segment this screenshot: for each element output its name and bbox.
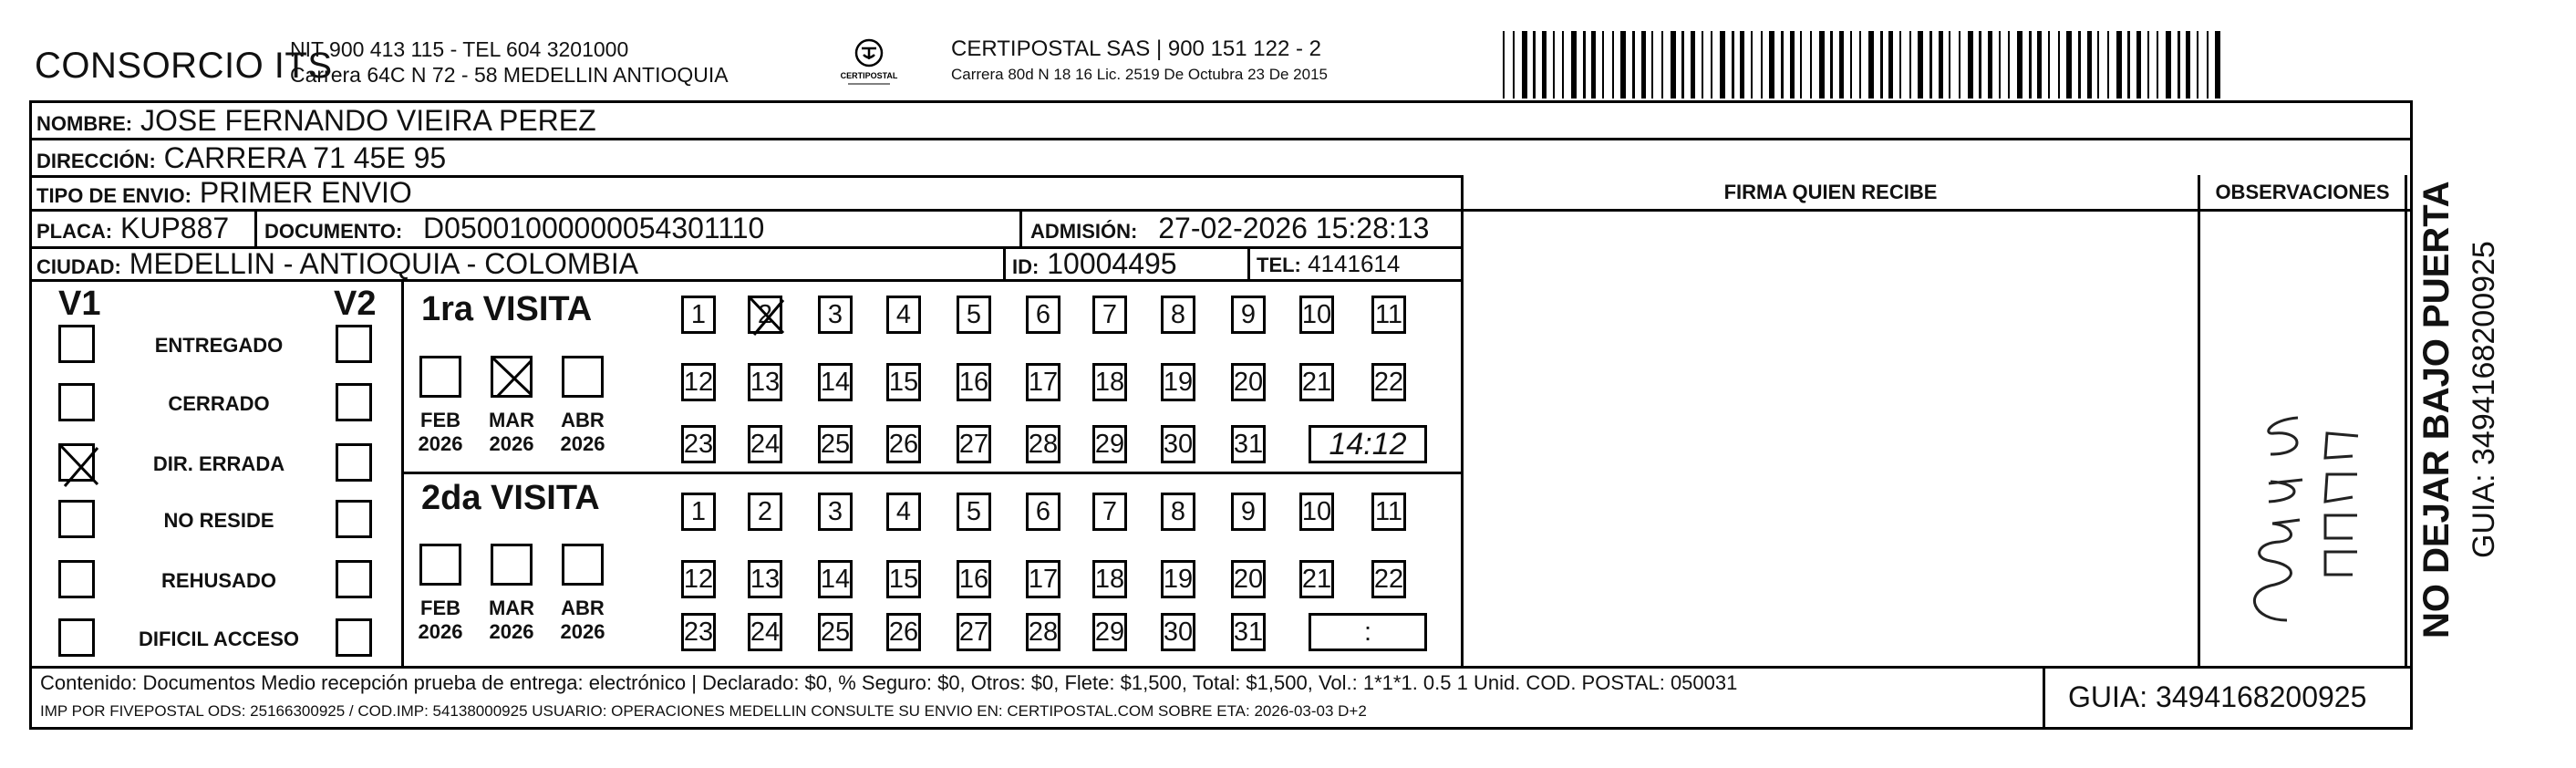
month-label: [409, 409, 472, 456]
barcode-bar: [2066, 31, 2072, 99]
status-label: NO RESIDE: [163, 509, 274, 532]
day-box[interactable]: 28: [1026, 613, 1060, 651]
barcode-bar: [1999, 31, 2001, 99]
barcode-bar: [2147, 31, 2149, 99]
barcode-bar: [1641, 31, 1646, 99]
barcode-bar: [1859, 31, 1861, 99]
day-box[interactable]: 8: [1161, 296, 1195, 334]
day-box[interactable]: 12: [681, 363, 716, 401]
observaciones-header: OBSERVACIONES: [2215, 181, 2390, 203]
month-checkbox[interactable]: [419, 544, 461, 586]
day-box[interactable]: 10: [1299, 296, 1334, 334]
barcode-bar: [1591, 31, 1596, 99]
field-label: PLACA:: [36, 220, 113, 243]
second-visit-title: 2da VISITA: [421, 479, 600, 517]
barcode-bar: [2078, 31, 2081, 99]
day-box[interactable]: 1: [681, 296, 716, 334]
month-name: MAR: [488, 409, 535, 431]
barcode-bar: [1620, 31, 1626, 99]
field-value: MEDELLIN - ANTIOQUIA - COLOMBIA: [129, 247, 639, 280]
field-value: 4141614: [1308, 250, 1401, 277]
day-box[interactable]: 2: [748, 296, 782, 334]
barcode-bar: [1702, 31, 1703, 99]
v1-checkbox[interactable]: [58, 618, 95, 657]
day-box[interactable]: 22: [1371, 560, 1406, 598]
v2-checkbox[interactable]: [336, 383, 372, 421]
divider: [401, 472, 1461, 474]
day-box[interactable]: 31: [1231, 425, 1266, 463]
handwritten-observation: [2216, 347, 2398, 638]
barcode-bar: [1888, 31, 1893, 99]
field-label: TEL:: [1257, 254, 1301, 276]
v2-checkbox[interactable]: [336, 325, 372, 363]
barcode-bar: [1751, 31, 1753, 99]
barcode-bar: [2097, 31, 2099, 99]
day-box[interactable]: 27: [957, 425, 991, 463]
day-box[interactable]: 15: [886, 363, 921, 401]
barcode-bar: [1740, 31, 1744, 99]
barcode-bar: [1839, 31, 1844, 99]
v2-checkbox[interactable]: [336, 560, 372, 598]
day-box[interactable]: 10: [1299, 493, 1334, 531]
v1-checkbox[interactable]: [58, 500, 95, 538]
month-checkbox[interactable]: [491, 356, 533, 398]
day-box[interactable]: 6: [1026, 296, 1060, 334]
field-tipo-envio: [36, 176, 412, 210]
day-box[interactable]: 23: [681, 425, 716, 463]
first-visit-title: 1ra VISITA: [421, 290, 593, 328]
handwriting-strokes: [2216, 347, 2398, 638]
day-box[interactable]: 26: [886, 425, 921, 463]
day-box[interactable]: 25: [818, 613, 853, 651]
field-documento: [264, 212, 764, 245]
barcode-bar: [1781, 31, 1784, 99]
status-label: ENTREGADO: [154, 334, 284, 357]
month-checkbox[interactable]: [562, 356, 604, 398]
barcode-bar: [1732, 31, 1734, 99]
contents-line: Contenido: Documentos Medio recepción prueba de entrega: electrónico | Declarado: $0, % Seguro: $0, Otros: $0, Flete: $1,500, Total: $1,500, Vol.: 1*1*1. 0.5 1 Unid. COD. POSTAL: 050031: [40, 671, 1738, 694]
month-name: FEB: [420, 409, 460, 431]
day-box[interactable]: 22: [1371, 363, 1406, 401]
barcode-bar: [1681, 31, 1684, 99]
barcode-bar: [1918, 31, 1923, 99]
barcode-bar: [1503, 31, 1505, 99]
logo-text: CERTIPOSTAL: [840, 71, 898, 80]
day-box[interactable]: 1: [681, 493, 716, 531]
barcode-bar: [1959, 31, 1960, 99]
field-tel: [1257, 250, 1400, 278]
barcode-bar: [2127, 31, 2130, 99]
barcode-bar: [1810, 31, 1812, 99]
day-box[interactable]: 4: [886, 493, 921, 531]
barcode-bar: [1819, 31, 1825, 99]
day-box[interactable]: 27: [957, 613, 991, 651]
barcode-bar: [1868, 31, 1874, 99]
field-value: D05001000000054301110: [423, 212, 765, 244]
certipostal-logo: [837, 35, 901, 89]
courier-address: Carrera 80d N 18 16 Lic. 2519 De Octubra 23 De 2015: [951, 66, 1328, 83]
barcode-bar: [1909, 31, 1911, 99]
month-year: 2026: [560, 432, 605, 455]
barcode-bar: [1553, 31, 1555, 99]
v1-checkbox[interactable]: [58, 443, 95, 482]
month-name: FEB: [420, 597, 460, 619]
field-value: 27-02-2026 15:28:13: [1158, 212, 1430, 244]
time-field[interactable]: :: [1309, 613, 1427, 651]
day-box[interactable]: 15: [886, 560, 921, 598]
day-box[interactable]: 26: [886, 613, 921, 651]
v1-checkbox[interactable]: [58, 560, 95, 598]
barcode-bar: [1949, 31, 1950, 99]
field-ciudad: [36, 247, 638, 281]
month-year: 2026: [418, 620, 463, 643]
company-name: CONSORCIO ITS: [35, 46, 333, 86]
field-label: DOCUMENTO:: [264, 220, 403, 243]
firma-header: FIRMA QUIEN RECIBE: [1723, 181, 1938, 203]
barcode-bar: [2186, 31, 2190, 99]
month-label: [480, 409, 543, 456]
day-box[interactable]: 19: [1161, 560, 1195, 598]
day-box[interactable]: 30: [1161, 613, 1195, 651]
barcode-bar: [2166, 31, 2171, 99]
day-box[interactable]: 24: [748, 613, 782, 651]
field-direccion: [36, 141, 446, 175]
month-year: 2026: [418, 432, 463, 455]
barcode-bar: [2178, 31, 2180, 99]
month-label: [551, 597, 615, 644]
day-box[interactable]: 16: [957, 560, 991, 598]
barcode-bar: [1612, 31, 1614, 99]
field-admision: [1030, 212, 1429, 245]
check-mark-icon: [747, 293, 789, 338]
month-checkbox[interactable]: [419, 356, 461, 398]
field-value: KUP887: [120, 212, 230, 244]
divider: [29, 666, 2413, 669]
day-box[interactable]: 18: [1092, 560, 1127, 598]
status-label: DIFICIL ACCESO: [138, 628, 299, 650]
barcode-bar: [1968, 31, 1973, 99]
barcode-bar: [1571, 31, 1577, 99]
field-value: JOSE FERNANDO VIEIRA PEREZ: [140, 104, 596, 137]
barcode-bar: [1583, 31, 1586, 99]
divider: [1247, 246, 1250, 279]
status-label: DIR. ERRADA: [152, 452, 285, 475]
month-checkbox[interactable]: [562, 544, 604, 586]
barcode-bar: [1533, 31, 1536, 99]
barcode-bar: [2197, 31, 2198, 99]
check-mark-icon: [490, 353, 537, 400]
barcode-bar: [1720, 31, 1725, 99]
barcode-bar: [1899, 31, 1901, 99]
field-label: ID:: [1012, 255, 1040, 278]
v2-header: V2: [334, 285, 377, 323]
divider: [2405, 175, 2407, 666]
divider: [1019, 209, 1022, 246]
barcode-bar: [2048, 31, 2050, 99]
barcode-bar: [2029, 31, 2032, 99]
day-box[interactable]: 5: [957, 296, 991, 334]
day-box[interactable]: 16: [957, 363, 991, 401]
day-box[interactable]: 12: [681, 560, 716, 598]
guia-number: GUIA: 3494168200925: [2068, 680, 2367, 713]
barcode-bar: [1850, 31, 1852, 99]
barcode-bar: [1979, 31, 1981, 99]
barcode-bar: [1711, 31, 1712, 99]
day-box[interactable]: 7: [1092, 493, 1127, 531]
field-label: ADMISIÓN:: [1030, 220, 1138, 243]
barcode-bar: [1790, 31, 1795, 99]
barcode-bar: [2136, 31, 2141, 99]
day-box[interactable]: 13: [748, 363, 782, 401]
day-box[interactable]: 20: [1231, 363, 1266, 401]
day-box[interactable]: 29: [1092, 613, 1127, 651]
company-address: Carrera 64C N 72 - 58 MEDELLIN ANTIOQUIA: [290, 63, 729, 87]
day-box[interactable]: 17: [1026, 363, 1060, 401]
barcode-bar: [2116, 31, 2122, 99]
barcode-bar: [1761, 31, 1763, 99]
barcode: [1503, 31, 2228, 99]
courier-info: [951, 36, 1328, 88]
no-dejar-bajo-puerta-warning: NO DEJAR BAJO PUERTA: [2416, 181, 2457, 638]
v2-checkbox[interactable]: [336, 500, 372, 538]
v1-checkbox[interactable]: [58, 325, 95, 363]
barcode-bar: [1522, 31, 1527, 99]
divider: [2198, 175, 2200, 666]
v2-checkbox[interactable]: [336, 618, 372, 657]
field-value: PRIMER ENVIO: [199, 176, 412, 209]
barcode-bar: [2215, 31, 2220, 99]
barcode-bar: [2107, 31, 2109, 99]
barcode-bar: [1929, 31, 1932, 99]
day-box[interactable]: 4: [886, 296, 921, 334]
month-year: 2026: [560, 620, 605, 643]
day-box[interactable]: 3: [818, 296, 853, 334]
day-box[interactable]: 11: [1371, 296, 1406, 334]
month-name: MAR: [488, 597, 535, 619]
barcode-bar: [2037, 31, 2042, 99]
day-box[interactable]: 28: [1026, 425, 1060, 463]
month-year: 2026: [489, 432, 534, 455]
v2-checkbox[interactable]: [336, 443, 372, 482]
day-box[interactable]: 19: [1161, 363, 1195, 401]
day-box[interactable]: 23: [681, 613, 716, 651]
side-guia-number: GUIA: 3494168200925: [2467, 241, 2501, 558]
day-box[interactable]: 13: [748, 560, 782, 598]
divider: [1461, 175, 1464, 666]
barcode-bar: [1988, 31, 1992, 99]
month-checkbox[interactable]: [491, 544, 533, 586]
time-field[interactable]: 14:12: [1309, 425, 1427, 463]
day-box[interactable]: 20: [1231, 560, 1266, 598]
field-nombre: [36, 104, 596, 138]
month-label: [551, 409, 615, 456]
barcode-bar: [1661, 31, 1663, 99]
barcode-bar: [1880, 31, 1883, 99]
print-info-line: IMP POR FIVEPOSTAL ODS: 25166300925 / COD.IMP: 54138000925 USUARIO: OPERACIONES MEDELLIN CONSULTE SU ENVIO EN: CERTIPOSTAL.COM SOBRE ETA: 2026-03-03 D+2: [40, 702, 1367, 720]
month-name: ABR: [561, 597, 605, 619]
month-name: ABR: [561, 409, 605, 431]
barcode-bar: [1542, 31, 1547, 99]
day-box[interactable]: 7: [1092, 296, 1127, 334]
divider: [401, 279, 404, 666]
field-label: TIPO DE ENVIO:: [36, 184, 191, 207]
day-box[interactable]: 14: [818, 560, 853, 598]
field-label: CIUDAD:: [36, 255, 121, 278]
day-box[interactable]: 29: [1092, 425, 1127, 463]
field-placa: [36, 212, 229, 245]
v1-header: V1: [58, 285, 101, 323]
field-id: [1012, 247, 1177, 281]
barcode-bar: [1939, 31, 1943, 99]
barcode-bar: [1632, 31, 1635, 99]
check-mark-icon: [57, 441, 103, 490]
barcode-bar: [1691, 31, 1695, 99]
company-nit: NIT 900 413 115 - TEL 604 3201000: [290, 37, 629, 61]
day-box[interactable]: 24: [748, 425, 782, 463]
courier-name: CERTIPOSTAL SAS | 900 151 122 - 2: [951, 36, 1321, 61]
barcode-bar: [1800, 31, 1802, 99]
month-year: 2026: [489, 620, 534, 643]
barcode-bar: [1562, 31, 1564, 99]
barcode-bar: [1602, 31, 1604, 99]
day-box[interactable]: 11: [1371, 493, 1406, 531]
barcode-bar: [1671, 31, 1676, 99]
field-value: 10004495: [1047, 247, 1177, 280]
field-label: NOMBRE:: [36, 112, 133, 135]
divider: [29, 138, 2413, 140]
barcode-bar: [1769, 31, 1774, 99]
day-box[interactable]: 21: [1299, 560, 1334, 598]
day-box[interactable]: 6: [1026, 493, 1060, 531]
divider: [1003, 246, 1006, 279]
v1-checkbox[interactable]: [58, 383, 95, 421]
status-label: CERRADO: [168, 392, 270, 415]
day-box[interactable]: 30: [1161, 425, 1195, 463]
month-label: [480, 597, 543, 644]
barcode-bar: [1830, 31, 1833, 99]
divider: [2043, 666, 2045, 730]
company-contact: [290, 36, 729, 88]
day-box[interactable]: 21: [1299, 363, 1334, 401]
day-box[interactable]: 31: [1231, 613, 1266, 651]
barcode-bar: [2087, 31, 2092, 99]
day-box[interactable]: 17: [1026, 560, 1060, 598]
barcode-bar: [1513, 31, 1515, 99]
barcode-bar: [2058, 31, 2060, 99]
day-box[interactable]: 14: [818, 363, 853, 401]
field-value: CARRERA 71 45E 95: [163, 141, 447, 174]
barcode-bar: [2017, 31, 2023, 99]
day-box[interactable]: 2: [748, 493, 782, 531]
barcode-bar: [2008, 31, 2010, 99]
day-box[interactable]: 8: [1161, 493, 1195, 531]
divider: [254, 209, 257, 246]
status-label: REHUSADO: [161, 569, 276, 592]
barcode-bar: [2157, 31, 2158, 99]
day-box[interactable]: 5: [957, 493, 991, 531]
field-label: DIRECCIÓN:: [36, 150, 156, 172]
day-box[interactable]: 9: [1231, 296, 1266, 334]
barcode-bar: [2207, 31, 2209, 99]
day-box[interactable]: 3: [818, 493, 853, 531]
month-label: [409, 597, 472, 644]
day-box[interactable]: 9: [1231, 493, 1266, 531]
day-box[interactable]: 25: [818, 425, 853, 463]
barcode-bar: [1651, 31, 1653, 99]
day-box[interactable]: 18: [1092, 363, 1127, 401]
